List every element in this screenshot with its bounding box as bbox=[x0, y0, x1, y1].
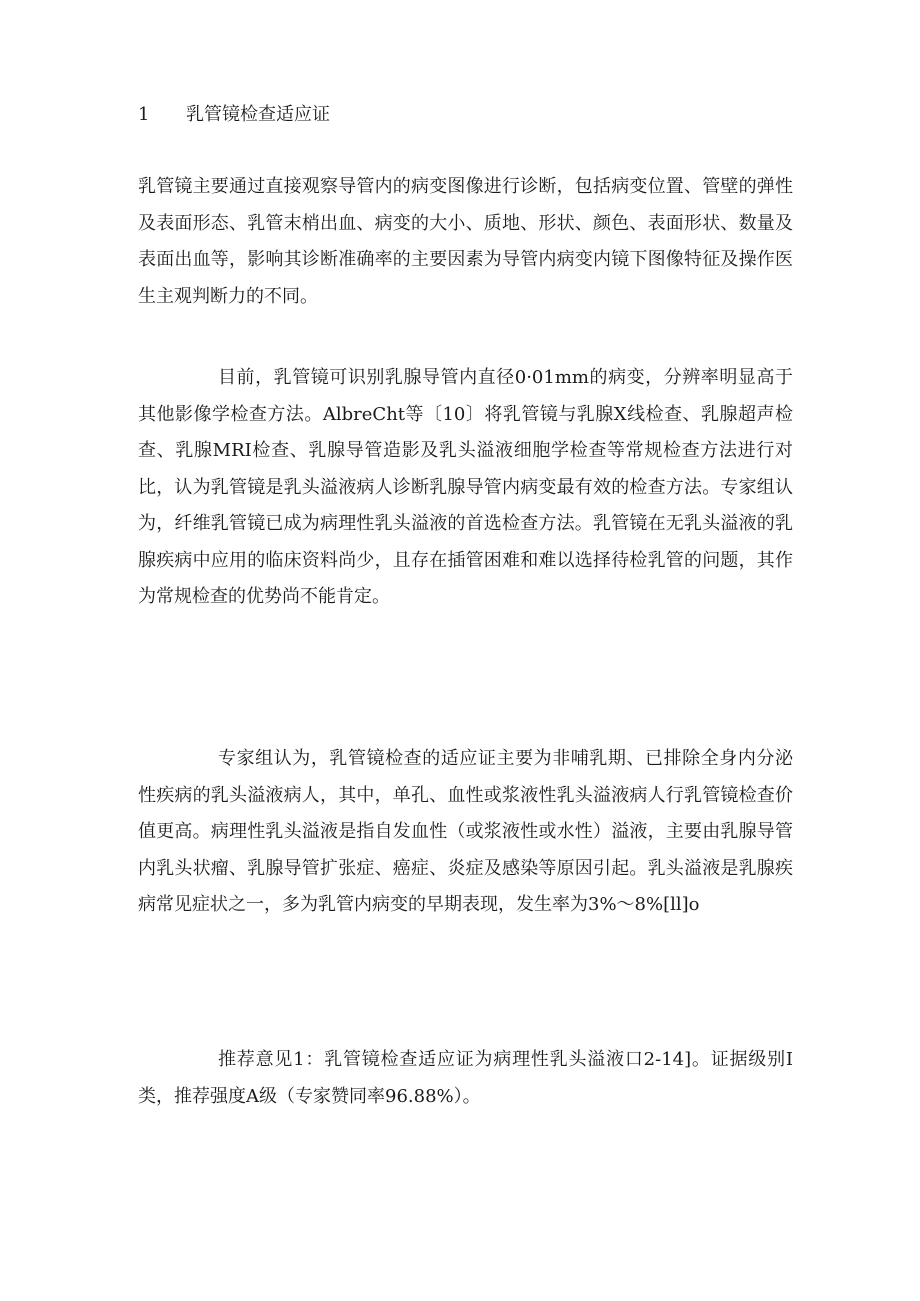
paragraph-diagnosis: 乳管镜主要通过直接观察导管内的病变图像进行诊断，包括病变位置、管壁的弹性及表面形态、乳管末梢出血、病变的大小、质地、形状、颜色、表面形状、数量及表面出血等，影响其诊断准确率的主要因素为导管内病变内镜下图像特征及操作医生主观判断力的不同。 bbox=[138, 176, 793, 307]
paragraph-resolution: 目前，乳管镜可识别乳腺导管内直径0·01mm的病变，分辨率明显高于其他影像学检查方法。AlbreCht等〔10〕将乳管镜与乳腺X线检查、乳腺超声检查、乳腺MRI检查、乳腺导管造影及乳头溢液细胞学检查等常规检查方法进行对比，认为乳管镜是乳头溢液病人诊断乳腺导管内病变最有效的检查方法。专家组认为，纤维乳管镜已成为病理性乳头溢液的首选检查方法。乳管镜在无乳头溢液的乳腺疾病中应用的临床资料尚少，且存在插管困难和难以选择待检乳管的问题，其作为常规检查的优势尚不能肯定。 bbox=[138, 367, 793, 607]
section-heading bbox=[138, 100, 330, 130]
section-title: 乳管镜检查适应证 bbox=[186, 104, 330, 125]
section-number: 1 bbox=[138, 104, 150, 125]
paragraph-indications: 专家组认为，乳管镜检查的适应证主要为非哺乳期、已排除全身内分泌性疾病的乳头溢液病人，其中，单孔、血性或浆液性乳头溢液病人行乳管镜检查价值更高。病理性乳头溢液是指自发血性（或浆液性或水性）溢液，主要由乳腺导管内乳头状瘤、乳腺导管扩张症、癌症、炎症及感染等原因引起。乳头溢液是乳腺疾病常见症状之一，多为乳管内病变的早期表现，发生率为3%～8%[ll]o bbox=[138, 748, 793, 915]
paragraph-recommendation: 推荐意见1：乳管镜检查适应证为病理性乳头溢液口2-14]。证据级别I类，推荐强度A级（专家赞同率96.88%）。 bbox=[138, 1049, 793, 1107]
